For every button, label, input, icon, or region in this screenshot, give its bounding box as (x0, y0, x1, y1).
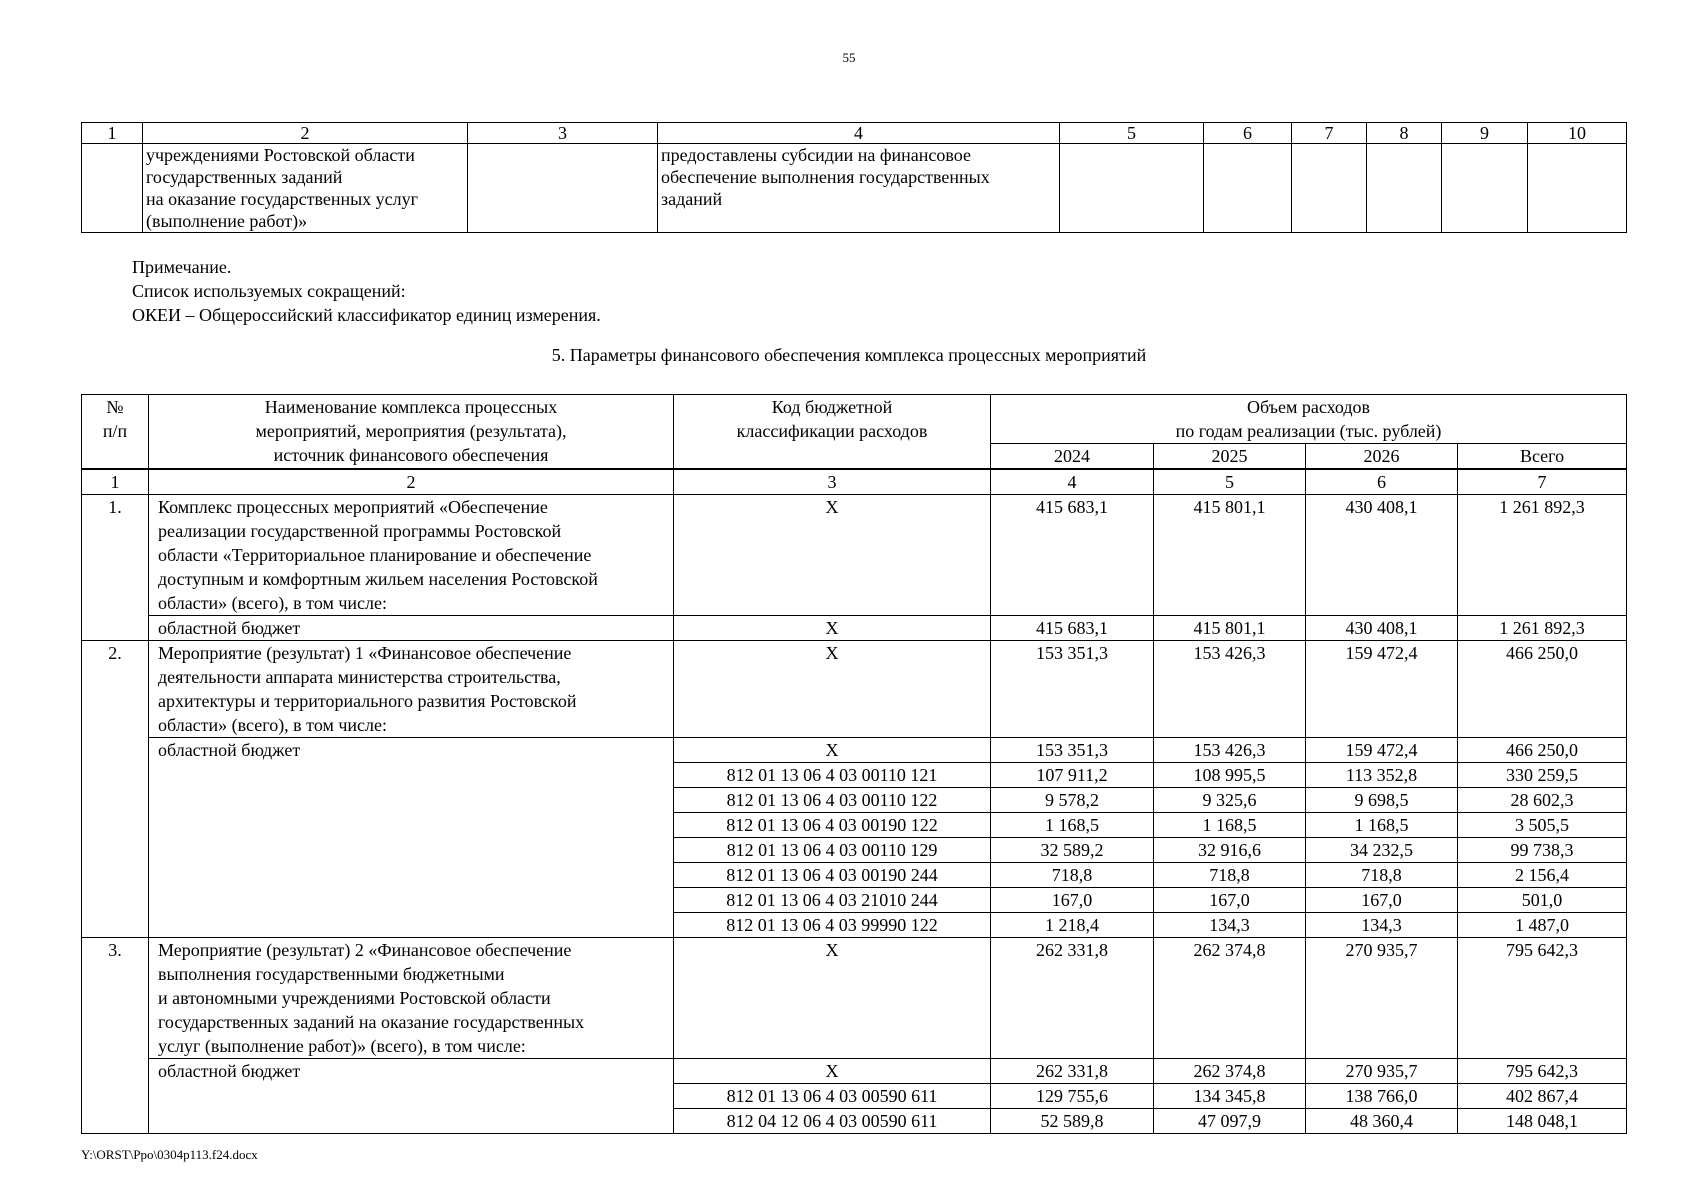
code-total: 2 156,4 (1458, 863, 1627, 888)
source-total: 795 642,3 (1458, 1059, 1627, 1084)
header-name: Наименование комплекса процессных мероприятий, мероприятия (результата), источник финансового обеспечения (149, 395, 674, 470)
table-row (82, 616, 1627, 641)
col-index: 10 (1528, 123, 1627, 144)
continuation-result-cell: предоставлены субсидии на финансовое обеспечение выполнения государственных заданий (658, 144, 1060, 233)
row-name: Мероприятие (результат) 1 «Финансовое обеспечение деятельности аппарата министерства строительства, архитектуры и территориального развития Ростовской области» (всего), в том числе: (149, 641, 674, 738)
finance-index-row (82, 469, 1627, 495)
source-value: 430 408,1 (1306, 616, 1458, 641)
source-name: областной бюджет (149, 1059, 674, 1134)
source-value: 415 683,1 (991, 616, 1154, 641)
table-row (82, 495, 1627, 616)
code-value: 32 589,2 (991, 838, 1154, 863)
col-index: 1 (82, 123, 143, 144)
col-index: 1 (82, 469, 149, 495)
footer-file-path: Y:\ORST\Ppo\0304p113.f24.docx (81, 1147, 258, 1162)
code-total: 330 259,5 (1458, 763, 1627, 788)
col-index: 2 (149, 469, 674, 495)
source-code: Х (674, 738, 991, 763)
code-value: 1 218,4 (991, 913, 1154, 938)
budget-code: 812 04 12 06 4 03 00590 611 (674, 1109, 991, 1134)
col-index: 6 (1204, 123, 1292, 144)
code-value: 48 360,4 (1306, 1109, 1458, 1134)
source-value: 159 472,4 (1306, 738, 1458, 763)
code-total: 1 487,0 (1458, 913, 1627, 938)
row-value: 262 331,8 (991, 938, 1154, 1059)
header-no: № п/п (82, 395, 149, 470)
code-total: 3 505,5 (1458, 813, 1627, 838)
header-volume: Объем расходов по годам реализации (тыс. рублей) (991, 395, 1627, 444)
finance-table (81, 394, 1627, 1134)
finance-table-body (82, 495, 1627, 1134)
code-value: 167,0 (1306, 888, 1458, 913)
code-total: 28 602,3 (1458, 788, 1627, 813)
code-value: 52 589,8 (991, 1109, 1154, 1134)
code-value: 134 345,8 (1154, 1084, 1306, 1109)
header-year: 2024 (991, 444, 1154, 470)
code-value: 134,3 (1306, 913, 1458, 938)
col-index: 5 (1154, 469, 1306, 495)
budget-code: 812 01 13 06 4 03 00190 244 (674, 863, 991, 888)
col-index: 8 (1367, 123, 1442, 144)
source-name: областной бюджет (149, 738, 674, 938)
code-total: 148 048,1 (1458, 1109, 1627, 1134)
col-index: 3 (468, 123, 658, 144)
budget-code: 812 01 13 06 4 03 00190 122 (674, 813, 991, 838)
col-index: 4 (658, 123, 1060, 144)
row-value: 153 426,3 (1154, 641, 1306, 738)
finance-header-row (82, 395, 1627, 444)
code-value: 1 168,5 (1154, 813, 1306, 838)
source-code: Х (674, 1059, 991, 1084)
table-row (82, 738, 1627, 763)
source-total: 466 250,0 (1458, 738, 1627, 763)
row-code: Х (674, 641, 991, 738)
note-abbreviation-okei: ОКЕИ – Общероссийский классификатор единиц измерения. (132, 305, 601, 325)
note-abbreviations-title: Список используемых сокращений: (132, 281, 406, 301)
row-number: 1. (82, 495, 149, 641)
row-total: 795 642,3 (1458, 938, 1627, 1059)
budget-code: 812 01 13 06 4 03 00110 122 (674, 788, 991, 813)
code-value: 167,0 (1154, 888, 1306, 913)
code-value: 108 995,5 (1154, 763, 1306, 788)
source-value: 262 331,8 (991, 1059, 1154, 1084)
notes (132, 255, 601, 327)
row-total: 1 261 892,3 (1458, 495, 1627, 616)
source-code: Х (674, 616, 991, 641)
code-value: 107 911,2 (991, 763, 1154, 788)
row-value: 270 935,7 (1306, 938, 1458, 1059)
code-value: 718,8 (1306, 863, 1458, 888)
budget-code: 812 01 13 06 4 03 00110 121 (674, 763, 991, 788)
code-value: 138 766,0 (1306, 1084, 1458, 1109)
row-value: 153 351,3 (991, 641, 1154, 738)
continuation-row (82, 144, 1627, 233)
table-row (82, 641, 1627, 738)
code-total: 402 867,4 (1458, 1084, 1627, 1109)
row-value: 430 408,1 (1306, 495, 1458, 616)
note-title: Примечание. (132, 257, 232, 277)
continuation-name-cell: учреждениями Ростовской области государственных заданий на оказание государственных услуг (выполнение работ)» (143, 144, 468, 233)
col-index: 4 (991, 469, 1154, 495)
row-code: Х (674, 495, 991, 616)
source-total: 1 261 892,3 (1458, 616, 1627, 641)
source-value: 262 374,8 (1154, 1059, 1306, 1084)
code-value: 134,3 (1154, 913, 1306, 938)
budget-code: 812 01 13 06 4 03 99990 122 (674, 913, 991, 938)
table-row (82, 1059, 1627, 1084)
row-value: 159 472,4 (1306, 641, 1458, 738)
continuation-header-row (82, 123, 1627, 144)
code-value: 32 916,6 (1154, 838, 1306, 863)
source-value: 153 351,3 (991, 738, 1154, 763)
code-value: 718,8 (991, 863, 1154, 888)
row-number: 2. (82, 641, 149, 938)
source-value: 270 935,7 (1306, 1059, 1458, 1084)
header-code: Код бюджетной классификации расходов (674, 395, 991, 470)
header-year: 2026 (1306, 444, 1458, 470)
code-value: 9 698,5 (1306, 788, 1458, 813)
page-number: 55 (842, 50, 856, 65)
col-index: 3 (674, 469, 991, 495)
row-code: Х (674, 938, 991, 1059)
col-index: 2 (143, 123, 468, 144)
code-total: 99 738,3 (1458, 838, 1627, 863)
section-heading: 5. Параметры финансового обеспечения комплекса процессных мероприятий (551, 345, 1147, 365)
col-index: 9 (1442, 123, 1528, 144)
row-value: 262 374,8 (1154, 938, 1306, 1059)
code-value: 718,8 (1154, 863, 1306, 888)
col-index: 6 (1306, 469, 1458, 495)
row-name: Мероприятие (результат) 2 «Финансовое обеспечение выполнения государственными бюджетными и автономными учреждениями Ростовской области государственных заданий на оказание государственных услуг (выполнение работ)» (всего), в том числе: (149, 938, 674, 1059)
row-value: 415 801,1 (1154, 495, 1306, 616)
source-value: 153 426,3 (1154, 738, 1306, 763)
table-row (82, 938, 1627, 1059)
source-name: областной бюджет (149, 616, 674, 641)
budget-code: 812 01 13 06 4 03 21010 244 (674, 888, 991, 913)
col-index: 7 (1458, 469, 1627, 495)
row-value: 415 683,1 (991, 495, 1154, 616)
code-total: 501,0 (1458, 888, 1627, 913)
code-value: 9 578,2 (991, 788, 1154, 813)
code-value: 9 325,6 (1154, 788, 1306, 813)
budget-code: 812 01 13 06 4 03 00110 129 (674, 838, 991, 863)
header-year: 2025 (1154, 444, 1306, 470)
row-name: Комплекс процессных мероприятий «Обеспечение реализации государственной программы Ростовской области «Территориальное планирование и обеспечение доступным и комфортным жильем населения Ростовской области» (всего), в том числе: (149, 495, 674, 616)
code-value: 1 168,5 (991, 813, 1154, 838)
source-value: 415 801,1 (1154, 616, 1306, 641)
col-index: 7 (1292, 123, 1367, 144)
row-number: 3. (82, 938, 149, 1134)
row-total: 466 250,0 (1458, 641, 1627, 738)
header-total: Всего (1458, 444, 1627, 470)
continuation-table (81, 122, 1627, 233)
budget-code: 812 01 13 06 4 03 00590 611 (674, 1084, 991, 1109)
code-value: 167,0 (991, 888, 1154, 913)
code-value: 1 168,5 (1306, 813, 1458, 838)
code-value: 113 352,8 (1306, 763, 1458, 788)
col-index: 5 (1060, 123, 1204, 144)
code-value: 129 755,6 (991, 1084, 1154, 1109)
code-value: 34 232,5 (1306, 838, 1458, 863)
code-value: 47 097,9 (1154, 1109, 1306, 1134)
